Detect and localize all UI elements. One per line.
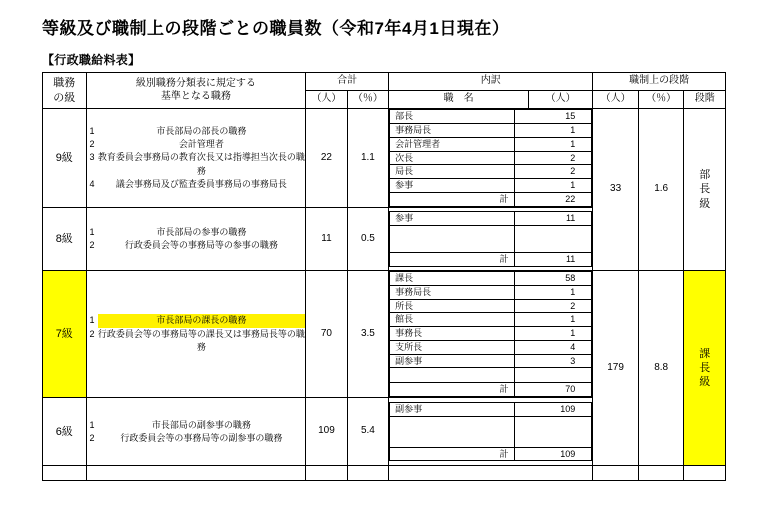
duty-item [87, 328, 306, 354]
job-name: 副参事 [390, 402, 515, 416]
breakdown-row [390, 299, 592, 313]
breakdown-total-label: 計 [390, 447, 515, 461]
breakdown-row [390, 212, 592, 226]
total-percent-cell: 5.4 [347, 398, 388, 466]
breakdown-total-row [390, 192, 592, 206]
breakdown-cell [389, 109, 593, 208]
rank-cell: 6級 [43, 398, 87, 466]
total-percent-cell-partial [347, 466, 388, 481]
breakdown-total-count: 109 [515, 447, 592, 461]
rank-cell-partial [43, 466, 87, 481]
breakdown-row [390, 340, 592, 354]
breakdown-row [390, 137, 592, 151]
job-count: 1 [515, 327, 592, 341]
job-count: 2 [515, 165, 592, 179]
header-rank [43, 73, 87, 109]
breakdown-row [390, 179, 592, 193]
breakdown-row [390, 354, 592, 368]
breakdown-total-count: 70 [515, 383, 592, 397]
header-duties-line1: 級別職務分類表に規定する [135, 77, 256, 89]
stage-cell-partial [684, 466, 726, 481]
total-persons-cell: 11 [306, 208, 347, 271]
job-name: 課長 [390, 272, 515, 286]
job-name: 事務局長 [390, 124, 515, 138]
total-percent-cell: 3.5 [347, 271, 388, 398]
stage-line2: 長 [699, 183, 711, 196]
job-name: 副参事 [390, 354, 515, 368]
job-name: 参事 [390, 212, 515, 226]
breakdown-cell [389, 398, 593, 466]
duty-item [87, 138, 306, 151]
duty-text: 行政委員会等の事務局等の課長又は事務局長等の職務 [97, 328, 305, 352]
stage-cell [684, 109, 726, 271]
breakdown-table [389, 109, 592, 206]
header-breakdown: 内訳 [389, 73, 593, 91]
job-name: 支所長 [390, 340, 515, 354]
duties-cell [86, 398, 306, 466]
duty-number: 2 [89, 139, 95, 150]
job-count: 1 [515, 285, 592, 299]
duty-text: 行政委員会等の事務局等の参事の職務 [124, 240, 278, 250]
table-row [43, 109, 726, 208]
breakdown-spacer [390, 368, 592, 383]
duty-text: 教育委員会事務局の教育次長又は指導担当次長の職務 [97, 152, 305, 176]
breakdown-spacer [390, 226, 592, 253]
staff-count-table [42, 72, 726, 481]
duty-number: 2 [89, 328, 95, 339]
header-total-persons: （人） [306, 91, 347, 109]
duties-cell [86, 271, 306, 398]
job-count: 4 [515, 340, 592, 354]
total-persons-cell: 70 [306, 271, 347, 398]
breakdown-total-row [390, 447, 592, 461]
job-count: 1 [515, 124, 592, 138]
duty-text: 市長部局の課長の職務 [98, 314, 306, 327]
job-name: 次長 [390, 151, 515, 165]
job-count: 2 [515, 151, 592, 165]
duties-cell [86, 109, 306, 208]
breakdown-total-row [390, 383, 592, 397]
job-count: 15 [515, 110, 592, 124]
stage-cell [684, 271, 726, 466]
duty-text: 市長部局の部長の職務 [156, 126, 247, 137]
header-stage-percent: （％） [638, 91, 684, 109]
rank-cell: 8級 [43, 208, 87, 271]
breakdown-row [390, 272, 592, 286]
stage-line3: 級 [699, 197, 711, 210]
table-header-row-1 [43, 73, 726, 91]
duty-item [87, 151, 306, 177]
job-name: 部長 [390, 110, 515, 124]
total-persons-cell: 109 [306, 398, 347, 466]
breakdown-total-label: 計 [390, 192, 515, 206]
header-rank-line2: の級 [53, 91, 76, 104]
job-name: 事務長 [390, 327, 515, 341]
stage-percent-cell: 1.6 [638, 109, 684, 271]
duty-item [87, 419, 306, 432]
job-name: 事務局長 [390, 285, 515, 299]
duty-item [87, 314, 306, 327]
job-name: 局長 [390, 165, 515, 179]
table-row [43, 271, 726, 398]
duty-number: 4 [89, 178, 95, 189]
header-stage-persons: （人） [593, 91, 639, 109]
total-persons-cell: 22 [306, 109, 347, 208]
duty-number: 2 [89, 240, 95, 250]
breakdown-total-label: 計 [390, 253, 515, 267]
breakdown-cell [389, 208, 593, 271]
job-count: 1 [515, 179, 592, 193]
total-percent-cell: 1.1 [347, 109, 388, 208]
total-persons-cell-partial [306, 466, 347, 481]
duty-text: 市長部局の参事の職務 [156, 226, 247, 237]
section-label: 【行政職給料表】 [42, 53, 141, 67]
duty-text: 行政委員会等の事務局等の副参事の職務 [120, 432, 283, 443]
job-count: 1 [515, 137, 592, 151]
header-total-percent: （％） [347, 91, 388, 109]
duty-item [87, 125, 306, 138]
header-job-name: 職 名 [389, 91, 529, 109]
stage-line1: 部 [699, 169, 711, 182]
rank-cell: 9級 [43, 109, 87, 208]
header-rank-line1: 職務 [53, 77, 76, 90]
header-stage: 段階 [684, 91, 726, 109]
header-system-stage: 職制上の段階 [593, 73, 726, 91]
breakdown-row [390, 110, 592, 124]
breakdown-total-row [390, 253, 592, 267]
duties-cell [86, 208, 306, 271]
duty-number: 1 [89, 126, 95, 137]
duty-item [87, 226, 306, 239]
table-row-partial [43, 466, 726, 481]
breakdown-total-label: 計 [390, 383, 515, 397]
job-count: 2 [515, 299, 592, 313]
breakdown-cell-partial [389, 466, 593, 481]
duty-item [87, 432, 306, 445]
breakdown-row [390, 285, 592, 299]
job-name: 所長 [390, 299, 515, 313]
breakdown-cell [389, 271, 593, 398]
rank-cell: 7級 [43, 271, 87, 398]
header-total: 合計 [306, 73, 389, 91]
header-job-persons: （人） [529, 91, 593, 109]
duty-number: 1 [89, 419, 95, 430]
breakdown-table [389, 271, 592, 397]
duties-cell-partial [86, 466, 306, 481]
stage-persons-cell: 33 [593, 109, 639, 271]
stage-line1: 課 [699, 347, 711, 360]
job-count: 3 [515, 354, 592, 368]
job-name: 館長 [390, 313, 515, 327]
job-name: 参事 [390, 179, 515, 193]
stage-persons-cell: 179 [593, 271, 639, 466]
stage-percent-cell: 8.8 [638, 271, 684, 466]
breakdown-table [389, 211, 592, 267]
duty-number: 1 [89, 226, 95, 237]
duty-text: 議会事務局及び監査委員事務局の事務局長 [115, 178, 287, 189]
duty-item [87, 178, 306, 191]
breakdown-row [390, 313, 592, 327]
stage-persons-cell-partial [593, 466, 639, 481]
header-duties-line2: 基準となる職務 [160, 90, 231, 102]
breakdown-total-count: 22 [515, 192, 592, 206]
breakdown-row [390, 165, 592, 179]
breakdown-row [390, 327, 592, 341]
duty-number: 1 [89, 315, 95, 326]
job-count: 11 [515, 212, 592, 226]
breakdown-table [389, 402, 592, 462]
job-count: 58 [515, 272, 592, 286]
breakdown-row [390, 124, 592, 138]
breakdown-total-count: 11 [515, 253, 592, 267]
duty-item [87, 239, 306, 252]
breakdown-row [390, 402, 592, 416]
duty-number: 3 [89, 152, 95, 163]
header-duties [86, 73, 306, 109]
total-percent-cell: 0.5 [347, 208, 388, 271]
job-count: 1 [515, 313, 592, 327]
duty-number: 2 [89, 432, 95, 443]
page-title: 等級及び職制上の段階ごとの職員数（令和7年4月1日現在） [42, 19, 510, 38]
duty-text: 市長部局の副参事の職務 [151, 419, 251, 430]
stage-percent-cell-partial [638, 466, 684, 481]
stage-line2: 長 [699, 362, 711, 375]
job-count: 109 [515, 402, 592, 416]
job-name: 会計管理者 [390, 137, 515, 151]
stage-line3: 級 [699, 376, 711, 389]
breakdown-spacer [390, 416, 592, 447]
breakdown-row [390, 151, 592, 165]
duty-text: 会計管理者 [178, 139, 224, 150]
